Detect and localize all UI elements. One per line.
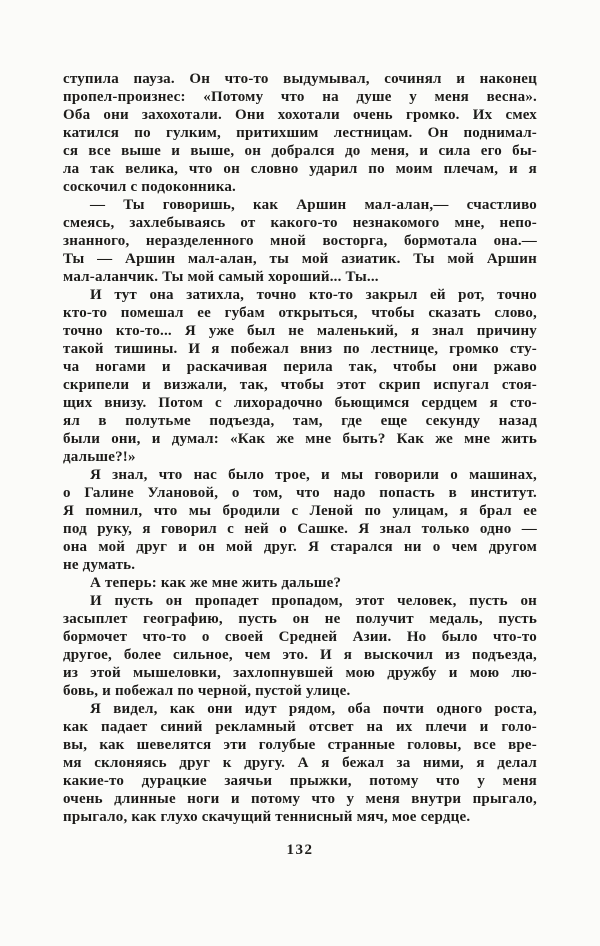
- text-line: А теперь: как же мне жить дальше?: [90, 575, 342, 591]
- paragraph: [63, 574, 537, 592]
- text-line: пропел-произнес: «Потому что на душе у меня весна».: [63, 89, 537, 105]
- text-line: дальше?!»: [63, 449, 136, 465]
- text-line: щих внизу. Потом с лихорадочно бьющимся сердцем я сто-: [63, 395, 537, 411]
- text-line: кто-то помешал ее губам открыться, чтобы сказать слово,: [63, 305, 537, 321]
- text-line: соскочил с подоконника.: [63, 179, 236, 195]
- text-line: засыплет географию, пусть он не получит медаль, пусть: [63, 611, 537, 627]
- text-line: Я помнил, что мы бродили с Леной по улицам, я брал ее: [63, 503, 537, 519]
- paragraph: [63, 592, 537, 700]
- text-line: мал-аланчик. Ты мой самый хороший... Ты...: [63, 269, 379, 285]
- text-line: ся все выше и выше, он добрался до меня, и сила его бы-: [63, 143, 537, 159]
- text-line: И тут она затихла, точно кто-то закрыл ей рот, точно: [90, 287, 537, 303]
- text-line: другое, более сильное, чем это. И я выскочил из подъезда,: [63, 647, 537, 663]
- text-line: из этой мышеловки, захлопнувшей мою дружбу и мою лю-: [63, 665, 537, 681]
- text-line: какие-то дурацкие заячьи прыжки, потому что у меня: [63, 773, 537, 789]
- text-line: были они, и думал: «Как же мне быть? Как же мне жить: [63, 431, 537, 447]
- text-line: Я видел, как они идут рядом, оба почти одного роста,: [90, 701, 537, 717]
- text-line: такой тишины. И я побежал вниз по лестнице, громко сту-: [63, 341, 537, 357]
- text-line: бовь, и побежал по черной, пустой улице.: [63, 683, 351, 699]
- text-line: смеясь, захлебываясь от какого-то незнакомого мне, непо-: [63, 215, 537, 231]
- text-line: прыгало, как глухо скачущий теннисный мяч, мое сердце.: [63, 809, 471, 825]
- text-line: точно кто-то... Я уже был не маленький, я знал причину: [63, 323, 537, 339]
- text-line: очень длинные ноги и потому что у меня внутри прыгало,: [63, 791, 537, 807]
- text-line: ял в полутьме подъезда, там, где еще секунду назад: [63, 413, 537, 429]
- text-line: ступила пауза. Он что-то выдумывал, сочинял и наконец: [63, 71, 537, 87]
- text-line: о Галине Улановой, о том, что надо попасть в институт.: [63, 485, 537, 501]
- paragraph: [63, 700, 537, 826]
- text-line: катился по гулким, притихшим лестницам. Он поднимал-: [63, 125, 537, 141]
- text-line: — Ты говоришь, как Аршин мал-алан,— счастливо: [90, 197, 537, 213]
- page-text: [63, 70, 537, 826]
- text-line: знанного, неразделенного мной восторга, бормотала она.—: [63, 233, 537, 249]
- page-number: 132: [286, 842, 314, 858]
- text-line: Я знал, что нас было трое, и мы говорили о машинах,: [90, 467, 537, 483]
- paragraph: [63, 286, 537, 466]
- text-line: ла так велика, что он словно ударил по моим плечам, и я: [63, 161, 537, 177]
- paragraph: [63, 196, 537, 286]
- text-line: И пусть он пропадет пропадом, этот человек, пусть он: [90, 593, 537, 609]
- text-line: не думать.: [63, 557, 136, 573]
- text-line: она мой друг и он мой друг. Я старался ни о чем другом: [63, 539, 537, 555]
- text-line: как падает синий рекламный отсвет на их плечи и голо-: [63, 719, 537, 735]
- text-line: Оба они захохотали. Они хохотали очень громко. Их смех: [63, 107, 537, 123]
- text-line: мя склоняясь друг к другу. А я бежал за ними, я делал: [63, 755, 537, 771]
- paragraph: [63, 466, 537, 574]
- text-line: бормочет что-то о своей Средней Азии. Но было что-то: [63, 629, 537, 645]
- text-line: Ты — Аршин мал-алан, ты мой азиатик. Ты мой Аршин: [63, 251, 537, 267]
- paragraph: [63, 70, 537, 196]
- text-line: вы, как шевелятся эти голубые странные головы, все вре-: [63, 737, 537, 753]
- text-line: скрипели и визжали, так, чтобы этот скрип испугал стоя-: [63, 377, 537, 393]
- text-line: ча ногами и раскачивая перила так, чтобы они ржаво: [63, 359, 537, 375]
- text-line: под руку, я говорил с ней о Сашке. Я знал только одно —: [63, 521, 537, 537]
